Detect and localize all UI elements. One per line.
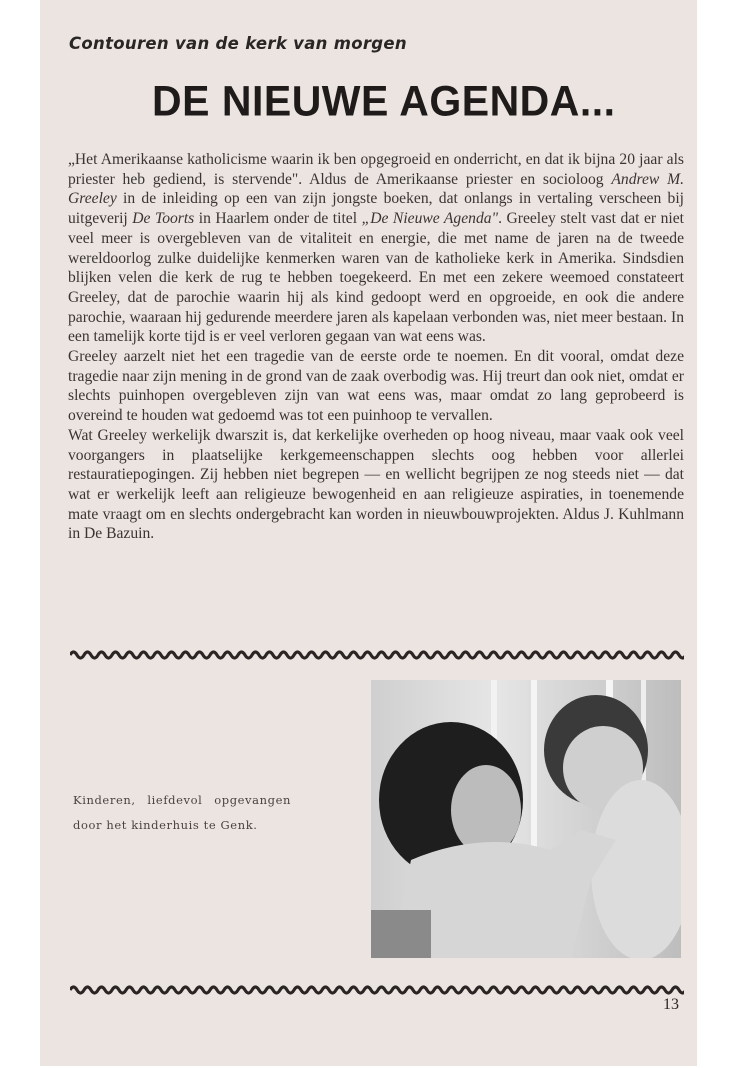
text: in Haarlem onder de titel: [194, 210, 362, 228]
magazine-page: [40, 0, 697, 1066]
wave-line: [70, 652, 684, 658]
wave-line: [70, 987, 684, 993]
text: . Greeley stelt vast dat er niet veel meer is overgebleven van de vitaliteit en energie, die met name de jaren na de tweede wereldoorlog zulke duidelijke kenmerken waren van de katholieke kerk in Amerika. Sindsdien blijken velen die kerk de rug te hebben toegekeerd. En met een zekere weemoed constateert Greeley, dat de parochie waarin hij als kind gedoopt werd en opgroeide, en ook die andere parochie, waaraan hij gedurende meerdere jaren als kapelaan verbonden was, niet meer bestaan. In een tamelijk korte tijd is er veel verloren gegaan van wat eens was.: [68, 210, 684, 346]
author-name: Andrew M. Greeley: [68, 170, 684, 208]
article-title: DE NIEUWE AGENDA...: [152, 76, 616, 126]
children-photo: [371, 680, 681, 958]
article-kicker: Contouren van de kerk van morgen: [69, 34, 407, 53]
wavy-divider-top: [70, 648, 684, 662]
paragraph-2: Greeley aarzelt niet het een tragedie van de eerste orde te noemen. En dit vooral, omdat deze tragedie naar zijn mening in de grond van de zaak overbodig was. Hij treurt dan ook niet, omdat er slechts puinhopen overgebleven zijn van wat eens was, maar omdat zo lang geprobeerd is overeind te houden wat gedoemd was tot een puinhoop te vervallen.: [68, 348, 684, 425]
paragraph-3: Wat Greeley werkelijk dwarszit is, dat kerkelijke overheden op hoog niveau, maar vaak ook veel voorgangers in plaatselijke kerkgemeenschappen slechts oog hebben voor allerlei restauratiepogingen. Zij hebben niet begrepen — en wellicht begrijpen ze nog steeds niet — dat wat er werkelijk leeft aan religieuze bewogenheid en aan religieuze aspiraties, in toenemende mate vraagt om en slechts ondergebracht kan worden in nieuwbouwprojekten. Aldus J. Kuhlmann in De Bazuin.: [68, 426, 684, 543]
book-title: „De Nieuwe Agenda": [361, 210, 499, 228]
page-number: 13: [663, 996, 679, 1013]
publisher-name: De Toorts: [132, 210, 195, 228]
paragraph-1: [68, 150, 684, 347]
wavy-divider-bottom: [70, 983, 684, 997]
photo-image: [371, 680, 681, 958]
photo-caption: Kinderen, liefdevol opgevangen door het kinderhuis te Genk.: [73, 793, 291, 832]
text: „Het Amerikaanse katholicisme waarin ik ben opgegroeid en onderricht, en dat ik bijna 20 jaar als priester heb gediend, is stervende". Aldus de Amerikaanse priester en socioloog: [68, 151, 684, 188]
text: in de inleiding op een van zijn jongste boeken, dat onlangs in vertaling verscheen bij uitgeverij: [68, 190, 684, 228]
article-body: [68, 150, 684, 544]
